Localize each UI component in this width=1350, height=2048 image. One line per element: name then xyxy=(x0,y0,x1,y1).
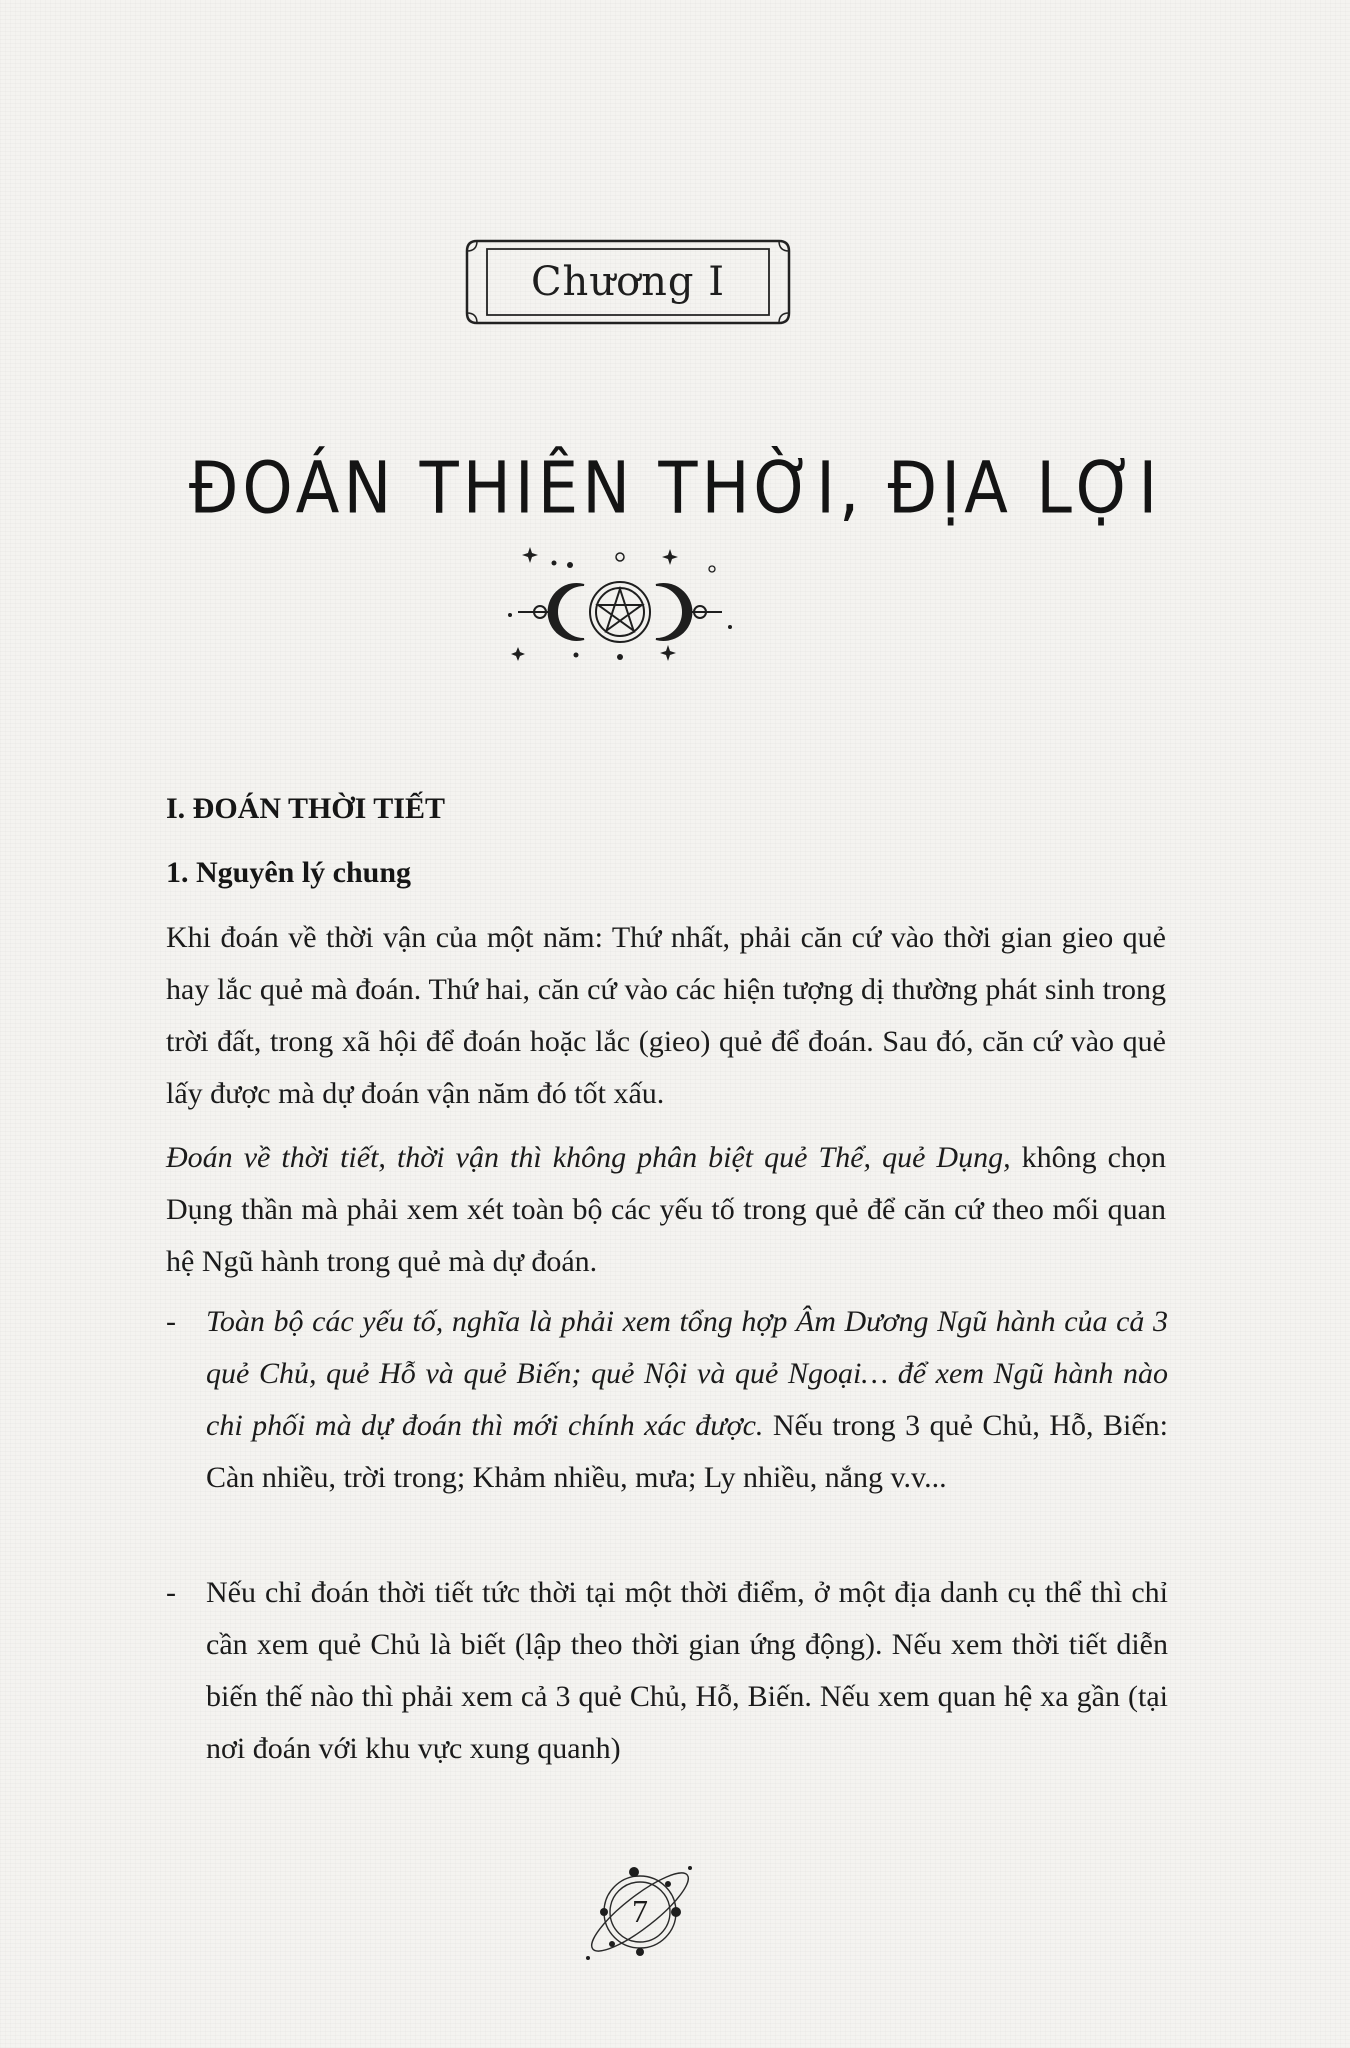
paragraph-1: Khi đoán về thời vận của một năm: Thứ nhất, phải căn cứ vào thời gian gieo quẻ hay lắc quẻ mà đoán. Thứ hai, căn cứ vào các hiện tượng dị thường phát sinh trong trời đất, trong xã hội để đoán hoặc lắc (gieo) quẻ để đoán. Sau đó, căn cứ vào quẻ lấy được mà dự đoán vận năm đó tốt xấu. xyxy=(166,921,1166,1110)
paragraph-2 xyxy=(166,1132,1166,1288)
bullet-1-italic: Toàn bộ các yếu tố, nghĩa là phải xem tổng hợp Âm Dương Ngũ hành của cả 3 quẻ Chủ, quẻ Hỗ và quẻ Biến; quẻ Nội và quẻ Ngoại… để xem Ngũ hành nào chi phối mà dự đoán thì mới chính xác được. xyxy=(206,1305,1168,1442)
bullet-2-text: Nếu chỉ đoán thời tiết tức thời tại một thời điểm, ở một địa danh cụ thể thì chỉ cần xem quẻ Chủ là biết (lập theo thời gian ứng động). Nếu xem thời tiết diễn biến thế nào thì phải xem cả 3 quẻ Chủ, Hỗ, Biến. Nếu xem quan hệ xa gần (tại nơi đoán với khu vực xung quanh) xyxy=(206,1576,1168,1765)
bullet-dash: - xyxy=(166,1305,176,1338)
paragraph-2-rest: không chọn Dụng thần mà phải xem xét toàn bộ các yếu tố trong quẻ để căn cứ theo mối quan hệ Ngũ hành trong quẻ mà dự đoán. xyxy=(166,1141,1166,1278)
chapter-label: Chương I xyxy=(530,259,726,305)
chapter-label-frame xyxy=(463,237,793,327)
bullet-1-rest: Nếu trong 3 quẻ Chủ, Hỗ, Biến: Càn nhiều, trời trong; Khảm nhiều, mưa; Ly nhiều, nắng v.v... xyxy=(206,1409,1168,1494)
bullet-1-text xyxy=(206,1296,1168,1504)
bullet-dash: - xyxy=(166,1576,176,1609)
section-heading: I. ĐOÁN THỜI TIẾT xyxy=(166,792,445,825)
triple-moon-pentagram-icon xyxy=(500,535,740,665)
chapter-title: ĐOÁN THIÊN THỜI, ĐỊA LỢI xyxy=(188,447,1162,531)
subsection-heading: 1. Nguyên lý chung xyxy=(166,856,412,889)
paragraph-2-italic: Đoán về thời tiết, thời vận thì không phân biệt quẻ Thể, quẻ Dụng, xyxy=(166,1141,1011,1174)
page-number: 7 xyxy=(632,1893,648,1929)
page-number-ornament xyxy=(570,1850,710,1975)
